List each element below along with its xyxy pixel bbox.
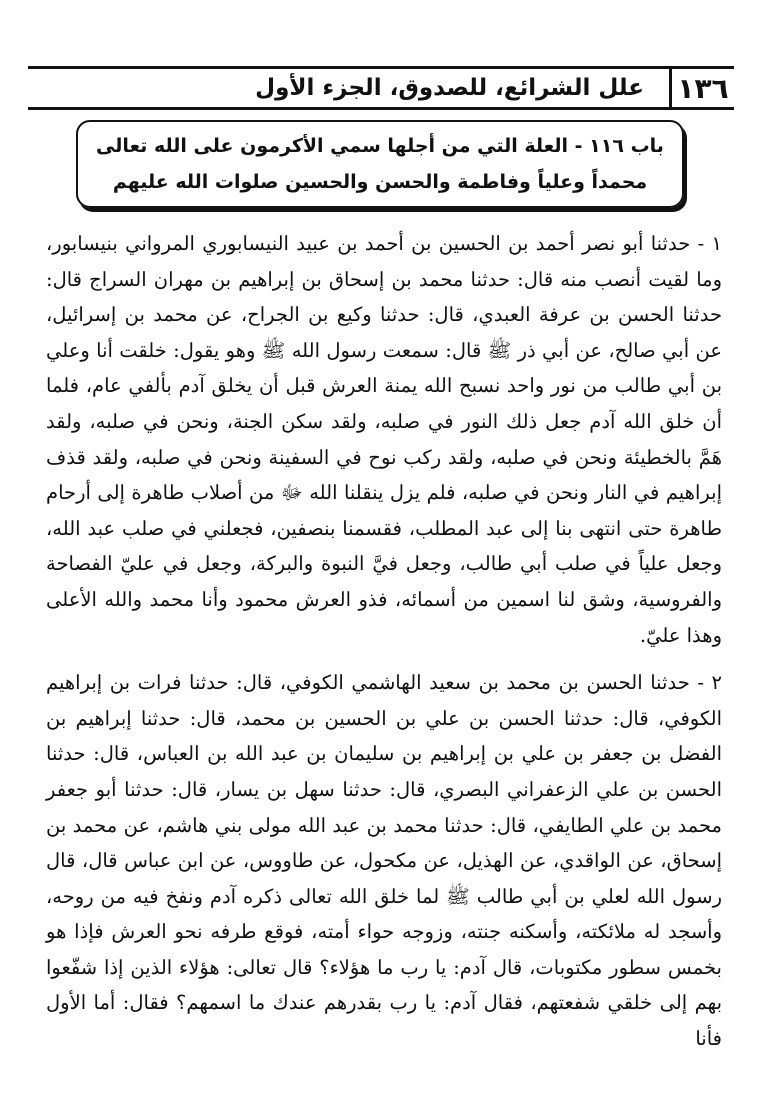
page-number: ١٣٦ [669, 69, 734, 107]
page-header [28, 66, 734, 110]
header-bottom-rule [28, 107, 734, 110]
chapter-heading-line-2: محمداً وعلياً وفاطمة والحسن والحسين صلوات الله عليهم [112, 171, 648, 193]
body-text [46, 226, 722, 1057]
chapter-heading-box [76, 120, 684, 208]
running-title: علل الشرائع، للصدوق، الجزء الأول [255, 75, 644, 101]
hadith-paragraph-1: ١ - حدثنا أبو نصر أحمد بن الحسين بن أحمد بن عبيد النيسابوري المرواني بنيسابور، وما لقيت أنصب منه قال: حدثنا محمد بن إسحاق بن إبراهيم بن مهران السراج قال: حدثنا الحسن بن عرفة العبدي، قال: حدثنا وكيع بن الجراح، عن محمد بن إسرائيل، عن أبي صالح، عن أبي ذر ﷺ قال: سمعت رسول الله ﷺ وهو يقول: خلقت أنا وعلي بن أبي طالب من نور واحد نسبح الله يمنة العرش قبل أن يخلق آدم بألفي عام، فلما أن خلق الله آدم جعل ذلك النور في صلبه، ولقد سكن الجنة، ونحن في صلبه، ولقد هَمَّ بالخطيئة ونحن في صلبه، ولقد ركب نوح في السفينة ونحن في صلبه، ولقد قذف إبراهيم في النار ونحن في صلبه، فلم يزل ينقلنا الله ﷻ من أصلاب طاهرة إلى أرحام طاهرة حتى انتهى بنا إلى عبد المطلب، فقسمنا بنصفين، فجعلني في صلب عبد الله، وجعل علياً في صلب أبي طالب، وجعل فيَّ النبوة والبركة، وجعل في عليّ الفصاحة والفروسية، وشق لنا اسمين من أسمائه، فذو العرش محمود وأنا محمد والله الأعلى وهذا عليّ. [46, 232, 722, 647]
hadith-paragraph-2: ٢ - حدثنا الحسن بن محمد بن سعيد الهاشمي الكوفي، قال: حدثنا فرات بن إبراهيم الكوفي، قال: حدثنا الحسن بن علي بن الحسين بن محمد، قال: حدثنا إبراهيم بن الفضل بن جعفر بن علي بن إبراهيم بن سليمان بن عبد الله بن العباس، قال: حدثنا الحسن بن علي الزعفراني البصري، قال: حدثنا سهل بن يسار، قال: حدثنا أبو جعفر محمد بن علي الطايفي، قال: حدثنا محمد بن عبد الله مولى بني هاشم، عن محمد بن إسحاق، عن الواقدي، عن الهذيل، عن مكحول، عن طاووس، عن ابن عباس قال، قال رسول الله لعلي بن أبي طالب ﷺ لما خلق الله تعالى ذكره آدم ونفخ فيه من روحه، وأسجد له ملائكته، وأسكنه جنته، وزوجه حواء أمته، فوقع طرفه نحو العرش فإذا هو بخمس سطور مكتوبات، قال آدم: يا رب ما هؤلاء؟ قال تعالى: هؤلاء الذين إذا شفّعوا بهم إلى خلقي شفعتهم، فقال آدم: يا رب بقدرهم عندك ما اسمهم؟ فقال: أما الأول فأنا [46, 671, 722, 1051]
chapter-heading-line-1: باب ١١٦ - العلة التي من أجلها سمي الأكرمون على الله تعالى [96, 135, 664, 157]
